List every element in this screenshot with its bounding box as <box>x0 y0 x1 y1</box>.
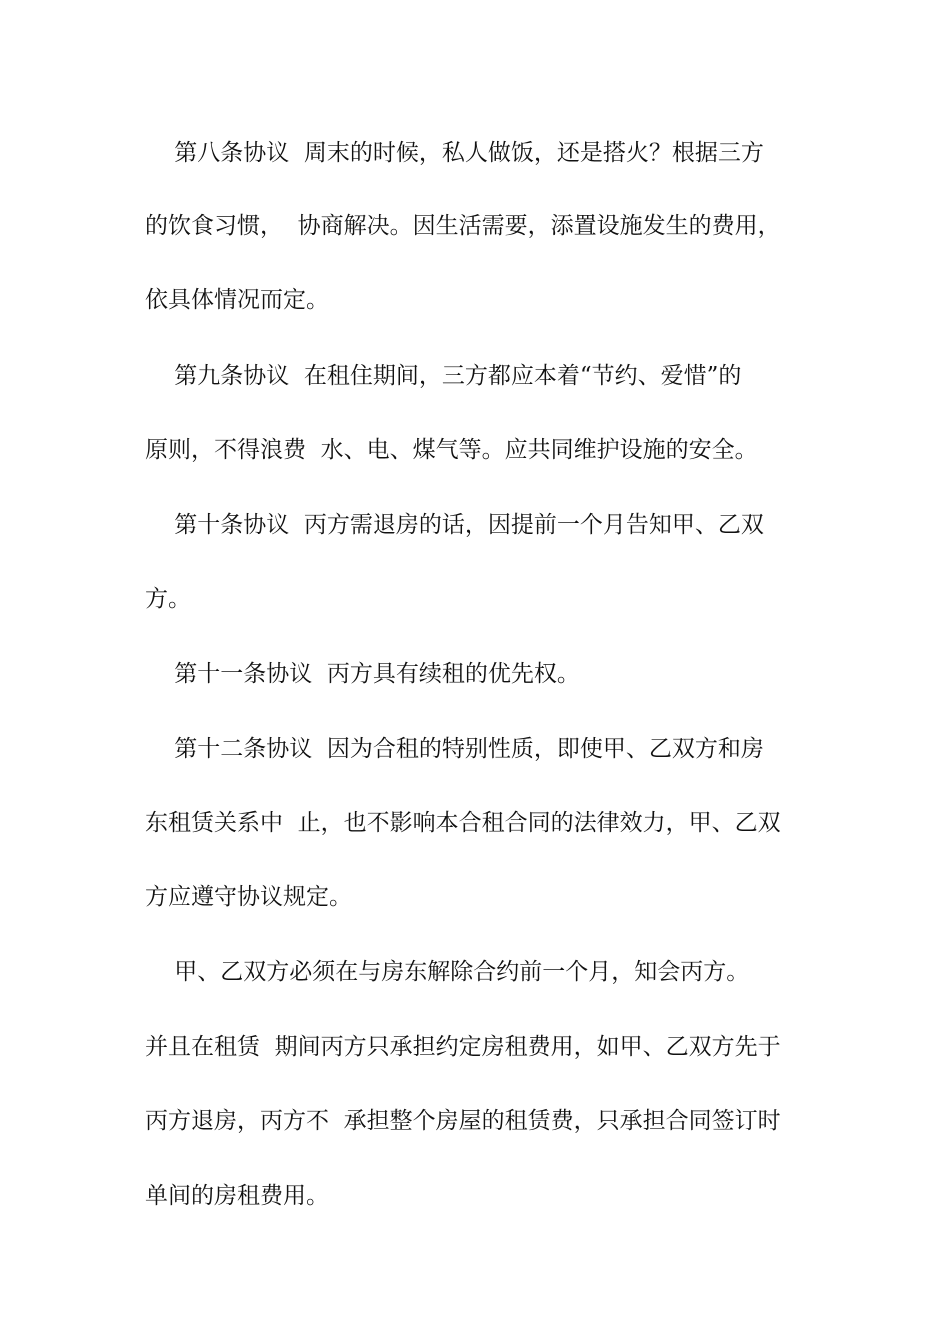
text-line: 原则，不得浪费 水、电、煤气等。应共同维护设施的安全。 <box>145 437 758 463</box>
text-line: 依具体情况而定。 <box>145 287 329 313</box>
text-line: 方。 <box>145 586 191 612</box>
text-line: 的饮食习惯， 协商解决。因生活需要，添置设施发生的费用， <box>145 213 781 239</box>
text-line: 第八条协议 周末的时候，私人做饭，还是搭火？根据三方 <box>145 140 764 166</box>
text-line: 并且在租赁 期间丙方只承担约定房租费用，如甲、乙双方先于 <box>145 1034 781 1060</box>
text-line: 第九条协议 在租住期间，三方都应本着“节约、爱惜”的 <box>145 363 742 389</box>
text-line: 第十二条协议 因为合租的特别性质，即使甲、乙双方和房 <box>145 736 764 762</box>
text-line: 第十条协议 丙方需退房的话，因提前一个月告知甲、乙双 <box>145 512 764 538</box>
text-line: 方应遵守协议规定。 <box>145 884 352 910</box>
text-line: 第十一条协议 丙方具有续租的优先权。 <box>145 661 580 687</box>
text-line: 丙方退房，丙方不 承担整个房屋的租赁费，只承担合同签订时 <box>145 1108 781 1134</box>
text-line: 东租赁关系中 止，也不影响本合租合同的法律效力，甲、乙双 <box>145 810 781 836</box>
text-line: 单间的房租费用。 <box>145 1183 329 1209</box>
text-line: 甲、乙双方必须在与房东解除合约前一个月，知会丙方。 <box>145 959 750 985</box>
